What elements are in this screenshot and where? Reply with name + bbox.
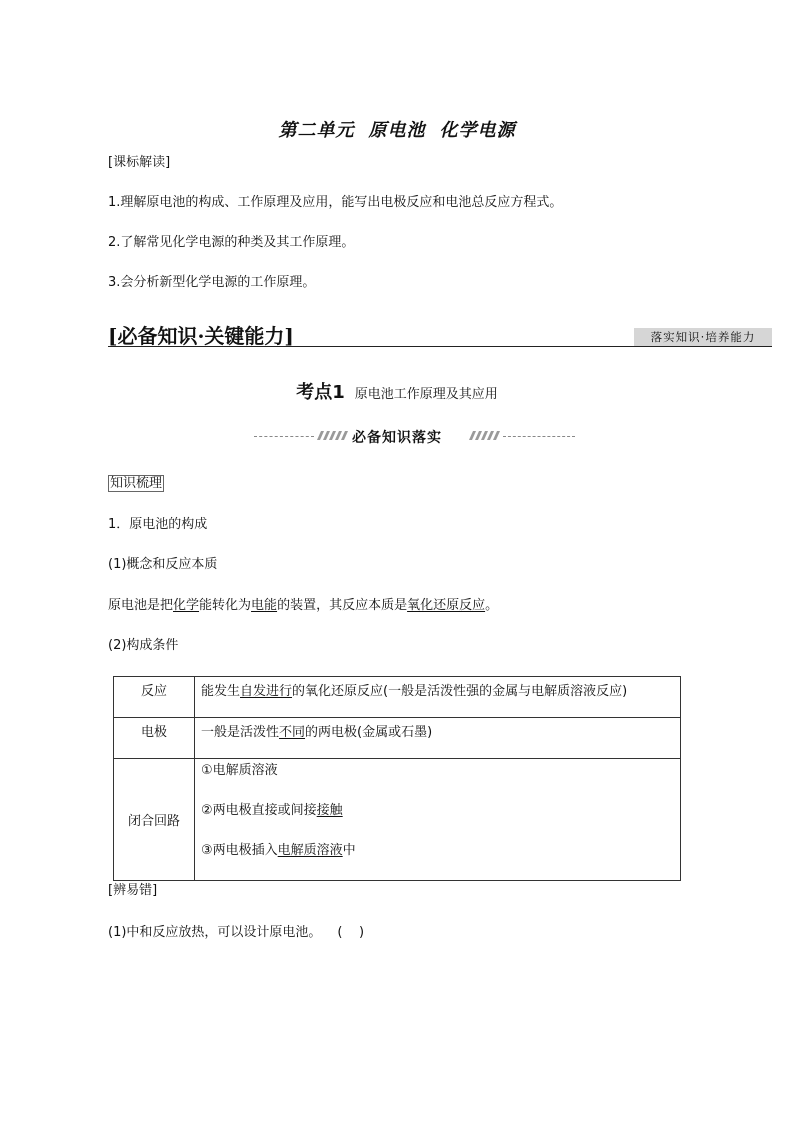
section-heading: [必备知识·关键能力] (108, 324, 294, 348)
def-mid2: 的装置，其反应本质是 (277, 598, 408, 613)
kaodian-title: 原电池工作原理及其应用 (354, 387, 498, 402)
row1-pre: 能发生 (201, 684, 241, 699)
kebiao-heading: [课标解读] (108, 155, 171, 170)
zhishi-heading-text: 知识梳理 (110, 476, 163, 491)
row1-post: 的氧化还原反应(一般是活泼性强的金属与电解质溶液反应) (292, 684, 628, 699)
kaodian-heading (0, 378, 794, 404)
circuit-line-3-blank: 电解质溶液 (277, 843, 343, 858)
def-blank-3: 氧化还原反应 (407, 598, 486, 613)
def-pre: 原电池是把 (108, 598, 174, 613)
row2-post: 的两电极(金属或石墨) (305, 725, 433, 740)
row2-blank: 不同 (279, 725, 306, 740)
bianyi-q1-text: (1)中和反应放热，可以设计原电池。 (108, 925, 322, 940)
zhishi-heading (108, 475, 164, 493)
row-label-circuit: 闭合回路 (114, 759, 195, 881)
conditions-table (113, 676, 681, 881)
row-label-electrode: 电极 (114, 718, 195, 759)
def-blank-2: 电能 (251, 598, 278, 613)
row-content-reaction (195, 677, 681, 718)
circuit-line-3-post: 中 (342, 843, 356, 858)
def-mid1: 能转化为 (199, 598, 252, 613)
circuit-line-2-blank: 接触 (316, 803, 343, 818)
row-label-reaction: 反应 (114, 677, 195, 718)
row2-pre: 一般是活泼性 (201, 725, 280, 740)
bar-label: 必备知识落实 (352, 430, 442, 446)
definition-line (108, 597, 498, 615)
bar-stripes-right (469, 431, 503, 440)
h1-2-heading: (2)构成条件 (108, 638, 179, 653)
row1-blank: 自发进行 (240, 684, 293, 699)
bar-dash-right (503, 436, 575, 437)
table-row (114, 718, 681, 759)
kebiao-item-3: 3.会分析新型化学电源的工作原理。 (108, 275, 316, 290)
def-post: 。 (485, 598, 499, 613)
table-row (114, 759, 681, 881)
circuit-line-1: ①电解质溶液 (201, 763, 278, 778)
kaodian-label: 考点1 (296, 382, 345, 403)
kebiao-item-2: 2.了解常见化学电源的种类及其工作原理。 (108, 235, 355, 250)
kebiao-item-1: 1.理解原电池的构成、工作原理及应用，能写出电极反应和电池总反应方程式。 (108, 195, 563, 210)
circuit-line-2 (201, 802, 674, 820)
unit-title-part1: 第二单元 (278, 120, 355, 141)
h1-1-heading: (1)概念和反应本质 (108, 557, 218, 572)
unit-title-part2: 原电池 (368, 120, 426, 141)
unit-title (0, 116, 794, 142)
row-content-electrode (195, 718, 681, 759)
circuit-line-3 (201, 842, 674, 860)
section-tag: 落实知识·培养能力 (634, 328, 772, 346)
unit-title-part3: 化学电源 (439, 120, 516, 141)
bianyi-heading: [辨易错] (108, 883, 158, 898)
section-rule (108, 346, 772, 347)
h1-heading: 1．原电池的构成 (108, 517, 208, 532)
circuit-line-3-pre: ③两电极插入 (201, 843, 278, 858)
row-content-circuit (195, 759, 681, 881)
circuit-line-2-pre: ②两电极直接或间接 (201, 803, 317, 818)
bianyi-question-1 (108, 924, 364, 942)
def-blank-1: 化学 (173, 598, 200, 613)
bianyi-q1-blank: ( ) (337, 925, 365, 940)
table-row (114, 677, 681, 718)
